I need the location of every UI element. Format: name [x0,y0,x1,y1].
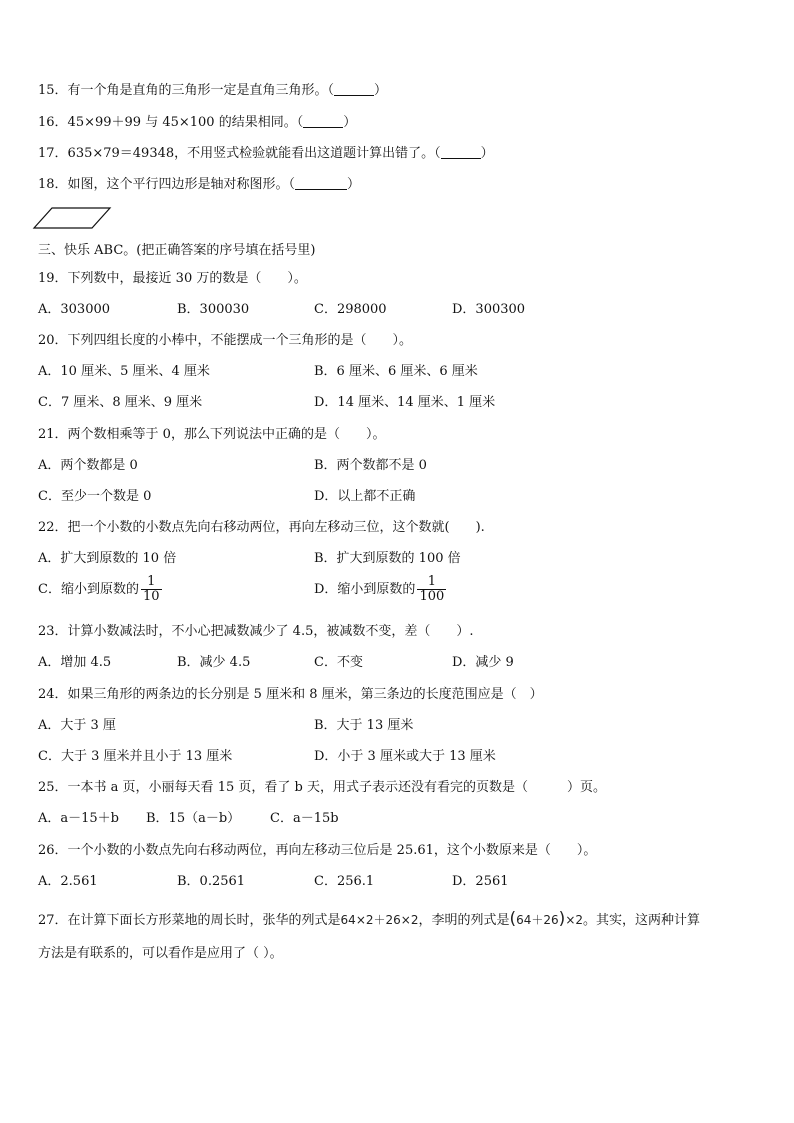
q22-option-a[interactable]: A．扩大到原数的 10 倍 [38,551,177,566]
q22-option-c[interactable]: C．缩小到原数的 $\frac{1}{10}$ [38,574,160,604]
q26-option-c[interactable]: C．256.1 [314,874,375,889]
question-20: 20．下列四组长度的小棒中，不能摆成一个三角形的是（ ）。 [38,333,413,348]
fraction-one-hundredth: $\frac{1}{100}$ [419,574,445,604]
question-23: 23．计算小数减法时，不小心把减数减少了 4.5，被减数不变，差（ ）. [38,624,474,639]
question-21: 21．两个数相乘等于 0，那么下列说法中正确的是（ ）。 [38,427,386,442]
q23-option-a[interactable]: A．增加 4.5 [38,655,112,670]
q21-option-a[interactable]: A．两个数都是 0 [38,458,138,473]
q19-option-a[interactable]: A．303000 [38,302,111,317]
q21-option-d[interactable]: D．以上都不正确 [314,489,416,504]
q20-option-a[interactable]: A．10 厘米、5 厘米、4 厘米 [38,364,210,379]
question-18: 18．如图，这个平行四边形是轴对称图形。（ ） [38,177,361,192]
question-27-line-2: 方法是有联系的，可以看作是应用了（ ）。 [38,946,283,961]
question-15: 15．有一个角是直角的三角形一定是直角三角形。（ ） [38,83,388,98]
q19-option-b[interactable]: B．300030 [177,302,250,317]
q24-option-c[interactable]: C．大于 3 厘米并且小于 13 厘米 [38,749,233,764]
q20-option-b[interactable]: B．6 厘米、6 厘米、6 厘米 [314,364,478,379]
q26-option-b[interactable]: B．0.2561 [177,874,246,889]
answer-blank-15[interactable] [334,82,374,96]
section-3-heading: 三、快乐 ABC。(把正确答案的序号填在括号里) [38,243,316,258]
question-25: 25．一本书 a 页，小丽每天看 15 页，看了 b 天，用式子表示还没有看完的页数是（ ）页。 [38,780,606,795]
question-24: 24．如果三角形的两条边的长分别是 5 厘米和 8 厘米，第三条边的长度范围应是（ ） [38,687,543,702]
q20-option-c[interactable]: C．7 厘米、8 厘米、9 厘米 [38,395,203,410]
answer-blank-18[interactable] [295,176,347,190]
q22-option-d[interactable]: D．缩小到原数的 $\frac{1}{100}$ [314,574,445,604]
q24-option-a[interactable]: A．大于 3 厘 [38,718,116,733]
q22-option-b[interactable]: B．扩大到原数的 100 倍 [314,551,461,566]
parallelogram-figure [32,206,114,230]
answer-blank-16[interactable] [303,114,343,128]
q26-option-d[interactable]: D．2561 [452,874,509,889]
question-27: 27．在计算下面长方形菜地的周长时，张华的列式是64×2＋26×2，李明的列式是(64＋26)×2。其实，这两种计算 [38,909,701,929]
q20-option-d[interactable]: D．14 厘米、14 厘米、1 厘米 [314,395,496,410]
q19-option-c[interactable]: C．298000 [314,302,387,317]
q24-option-d[interactable]: D．小于 3 厘米或大于 13 厘米 [314,749,496,764]
q25-option-a[interactable]: A．a－15＋b [38,811,120,826]
q23-option-d[interactable]: D．减少 9 [452,655,514,670]
formula-liming: (64＋26)×2 [509,909,584,929]
question-22: 22．把一个小数的小数点先向右移动两位，再向左移动三位，这个数就( ). [38,520,485,535]
formula-zhanghua: 64×2＋26×2 [340,913,419,927]
question-19: 19．下列数中，最接近 30 万的数是（ ）。 [38,271,307,286]
fraction-one-tenth: $\frac{1}{10}$ [142,574,160,604]
question-26: 26．一个小数的小数点先向右移动两位，再向左移动三位后是 25.61，这个小数原来是（ ）。 [38,843,597,858]
q19-option-d[interactable]: D．300300 [452,302,526,317]
q26-option-a[interactable]: A．2.561 [38,874,98,889]
q21-option-b[interactable]: B．两个数都不是 0 [314,458,427,473]
q21-option-c[interactable]: C．至少一个数是 0 [38,489,152,504]
q23-option-b[interactable]: B．减少 4.5 [177,655,251,670]
q25-option-b[interactable]: B．15（a－b） [146,811,241,826]
answer-blank-17[interactable] [441,145,481,159]
q23-option-c[interactable]: C．不变 [314,655,363,670]
q24-option-b[interactable]: B．大于 13 厘米 [314,718,414,733]
question-16: 16．45×99＋99 与 45×100 的结果相同。（ ） [38,115,357,130]
q25-option-c[interactable]: C．a－15b [270,811,339,826]
question-17: 17．635×79＝49348，不用竖式检验就能看出这道题计算出错了。（ ） [38,146,494,161]
